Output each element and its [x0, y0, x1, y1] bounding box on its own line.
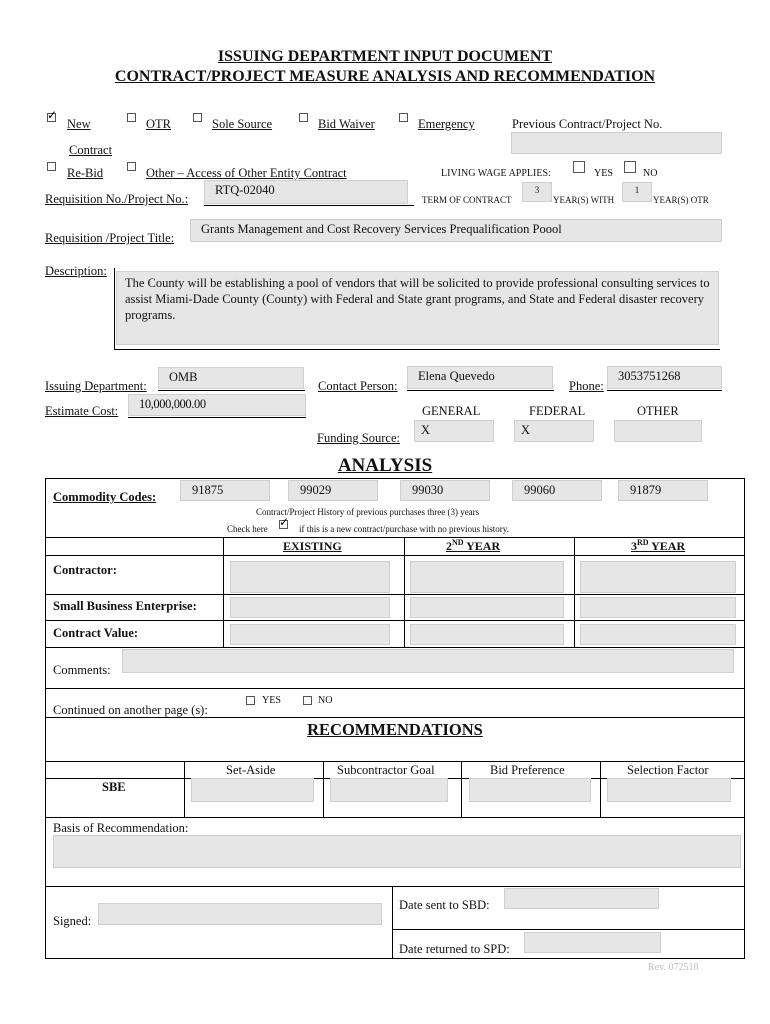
project-title-field[interactable]: Grants Management and Cost Recovery Services Prequalification Poool	[190, 219, 722, 242]
funding-other-field[interactable]	[614, 420, 702, 442]
value-third-field[interactable]	[580, 624, 736, 645]
sbe-existing-field[interactable]	[230, 597, 390, 618]
history-header-bottom	[45, 555, 745, 556]
emergency-label: Emergency	[418, 117, 475, 131]
set-aside-field[interactable]	[191, 778, 314, 802]
requisition-label: Requisition No./Project No.:	[45, 192, 189, 206]
continued-yes-label: YES	[262, 695, 281, 706]
selection-factor-header: Selection Factor	[627, 763, 709, 777]
col-second-left	[404, 537, 405, 647]
contact-person-label: Contact Person:	[318, 379, 398, 393]
issuing-department-field[interactable]: OMB	[158, 367, 304, 389]
description-bottom-border	[114, 349, 720, 350]
rebid-checkbox[interactable]	[47, 162, 56, 171]
new-checkbox[interactable]	[47, 113, 56, 122]
funding-general-field[interactable]: X	[414, 420, 494, 442]
living-wage-label: LIVING WAGE APPLIES:	[441, 168, 551, 179]
continued-no-checkbox[interactable]	[303, 696, 312, 705]
new-history-checkbox[interactable]	[279, 520, 288, 529]
term-years-label: YEAR(S) WITH	[553, 195, 615, 205]
comments-row-bottom	[45, 688, 745, 689]
other-checkbox[interactable]	[127, 162, 136, 171]
subcontractor-goal-field[interactable]	[330, 778, 448, 802]
basis-row-bottom	[45, 886, 745, 887]
previous-contract-field[interactable]	[511, 132, 722, 154]
continued-no-label: NO	[318, 695, 333, 706]
subcontractor-goal-header: Subcontractor Goal	[337, 763, 435, 777]
term-label: TERM OF CONTRACT	[422, 195, 512, 205]
row-value-bottom	[45, 647, 745, 648]
funding-general-label: GENERAL	[422, 404, 481, 418]
date-returned-label: Date returned to SPD:	[399, 942, 510, 956]
signed-label: Signed:	[53, 914, 92, 928]
new-history-text: if this is a new contract/purchase with no previous history.	[299, 524, 509, 534]
description-field[interactable]: The County will be establishing a pool of vendors that will be solicited to provide professional consulting services to assist Miami-Dade County (County) with Federal and State grant programs, and State and Federal disaster recovery programs.	[116, 271, 719, 345]
set-aside-header: Set-Aside	[226, 763, 276, 777]
third-year-sup: RD	[637, 538, 649, 547]
table-bottom-border	[45, 958, 745, 959]
funding-federal-field[interactable]: X	[514, 420, 594, 442]
third-year-rest: YEAR	[648, 539, 686, 553]
comments-field[interactable]	[122, 649, 734, 673]
project-title-label: Requisition /Project Title:	[45, 231, 175, 245]
selection-factor-field[interactable]	[607, 778, 731, 802]
row-contractor-bottom	[45, 594, 745, 595]
value-existing-field[interactable]	[230, 624, 390, 645]
description-label: Description:	[45, 264, 107, 278]
requisition-underline	[204, 205, 414, 206]
continued-label: Continued on another page (s):	[53, 703, 208, 717]
second-year-rest: YEAR	[463, 539, 501, 553]
date-divider	[392, 929, 744, 930]
commodity-codes-label: Commodity Codes:	[53, 490, 157, 504]
rec-col-3	[461, 761, 462, 818]
signed-field[interactable]	[98, 903, 382, 925]
otr-label: OTR	[146, 117, 171, 131]
living-wage-yes-checkbox[interactable]	[573, 161, 585, 173]
date-sent-label: Date sent to SBD:	[399, 898, 490, 912]
contract-value-label: Contract Value:	[53, 626, 139, 640]
document-title-line2: CONTRACT/PROJECT MEASURE ANALYSIS AND RECOMMENDATION	[114, 68, 656, 85]
commodity-code-5[interactable]: 91879	[618, 480, 708, 501]
rebid-label: Re-Bid	[67, 166, 104, 180]
comments-label: Comments:	[53, 663, 111, 677]
basis-label: Basis of Recommendation:	[53, 821, 189, 835]
contractor-label: Contractor:	[53, 563, 117, 577]
signed-divider	[392, 886, 393, 958]
term-years-field[interactable]: 3	[522, 182, 552, 202]
requisition-field[interactable]: RTQ-02040	[204, 180, 408, 204]
commodity-code-4[interactable]: 99060	[512, 480, 602, 501]
commodity-code-1[interactable]: 91875	[180, 480, 270, 501]
phone-label: Phone:	[569, 379, 604, 393]
rec-col-4	[600, 761, 601, 818]
check-here-label: Check here	[227, 524, 268, 534]
contractor-existing-field[interactable]	[230, 561, 390, 593]
estimate-cost-underline	[128, 417, 306, 418]
continued-row-bottom	[45, 717, 745, 718]
rec-col-1	[184, 761, 185, 818]
sbe-second-field[interactable]	[410, 597, 564, 618]
otr-checkbox[interactable]	[127, 113, 136, 122]
contact-person-field[interactable]: Elena Quevedo	[407, 366, 553, 389]
table-top-border	[45, 478, 745, 479]
third-year-number: 3	[631, 539, 637, 553]
funding-source-label: Funding Source:	[317, 431, 400, 445]
date-sent-field[interactable]	[504, 888, 659, 909]
living-wage-yes-label: YES	[594, 168, 613, 179]
emergency-checkbox[interactable]	[399, 113, 408, 122]
date-returned-field[interactable]	[524, 932, 661, 953]
contractor-third-field[interactable]	[580, 561, 736, 593]
existing-header: EXISTING	[283, 539, 342, 553]
sole-source-label: Sole Source	[212, 117, 273, 131]
value-second-field[interactable]	[410, 624, 564, 645]
history-text: Contract/Project History of previous purchases three (3) years	[256, 507, 480, 517]
second-year-header	[446, 538, 500, 554]
basis-field[interactable]	[53, 835, 741, 868]
estimate-cost-field[interactable]: 10,000,000.00	[128, 394, 306, 416]
recommendations-heading: RECOMMENDATIONS	[307, 720, 483, 739]
second-year-sup: ND	[452, 538, 464, 547]
document-title-line1: ISSUING DEPARTMENT INPUT DOCUMENT	[217, 48, 553, 65]
new-label: New	[67, 117, 91, 131]
term-otr-field[interactable]: 1	[622, 182, 652, 202]
sbe-label: Small Business Enterprise:	[53, 599, 197, 613]
funding-other-label: OTHER	[637, 404, 679, 418]
phone-field[interactable]: 3053751268	[607, 366, 722, 389]
rec-row-bottom	[45, 817, 745, 818]
commodity-code-3[interactable]: 99030	[400, 480, 490, 501]
contractor-second-field[interactable]	[410, 561, 564, 593]
sole-source-checkbox[interactable]	[193, 113, 202, 122]
rec-header-top	[45, 761, 745, 762]
rec-col-2	[323, 761, 324, 818]
contract-label: Contract	[69, 143, 113, 157]
bid-waiver-checkbox[interactable]	[299, 113, 308, 122]
row-sbe-bottom	[45, 620, 745, 621]
living-wage-no-label: NO	[643, 168, 658, 179]
funding-federal-label: FEDERAL	[529, 404, 586, 418]
term-otr-label: YEAR(S) OTR	[653, 195, 709, 205]
second-year-number: 2	[446, 539, 452, 553]
analysis-heading: ANALYSIS	[337, 455, 433, 476]
bid-waiver-label: Bid Waiver	[318, 117, 375, 131]
revision-label: Rev. 072518	[648, 962, 699, 973]
col-third-left	[574, 537, 575, 647]
col-existing-left	[223, 537, 224, 647]
sbe-row-label: SBE	[102, 780, 126, 794]
bid-preference-field[interactable]	[469, 778, 591, 802]
sbe-third-field[interactable]	[580, 597, 736, 618]
contact-person-underline	[407, 390, 554, 391]
issuing-department-label: Issuing Department:	[45, 379, 147, 393]
commodity-code-2[interactable]: 99029	[288, 480, 378, 501]
living-wage-no-checkbox[interactable]	[624, 161, 636, 173]
previous-contract-label: Previous Contract/Project No.	[512, 117, 663, 131]
third-year-header	[631, 538, 685, 554]
bid-preference-header: Bid Preference	[490, 763, 565, 777]
phone-underline	[607, 390, 722, 391]
description-left-border	[114, 268, 115, 350]
continued-yes-checkbox[interactable]	[246, 696, 255, 705]
other-label: Other – Access of Other Entity Contract	[146, 166, 347, 180]
issuing-department-underline	[158, 390, 305, 391]
estimate-cost-label: Estimate Cost:	[45, 404, 119, 418]
